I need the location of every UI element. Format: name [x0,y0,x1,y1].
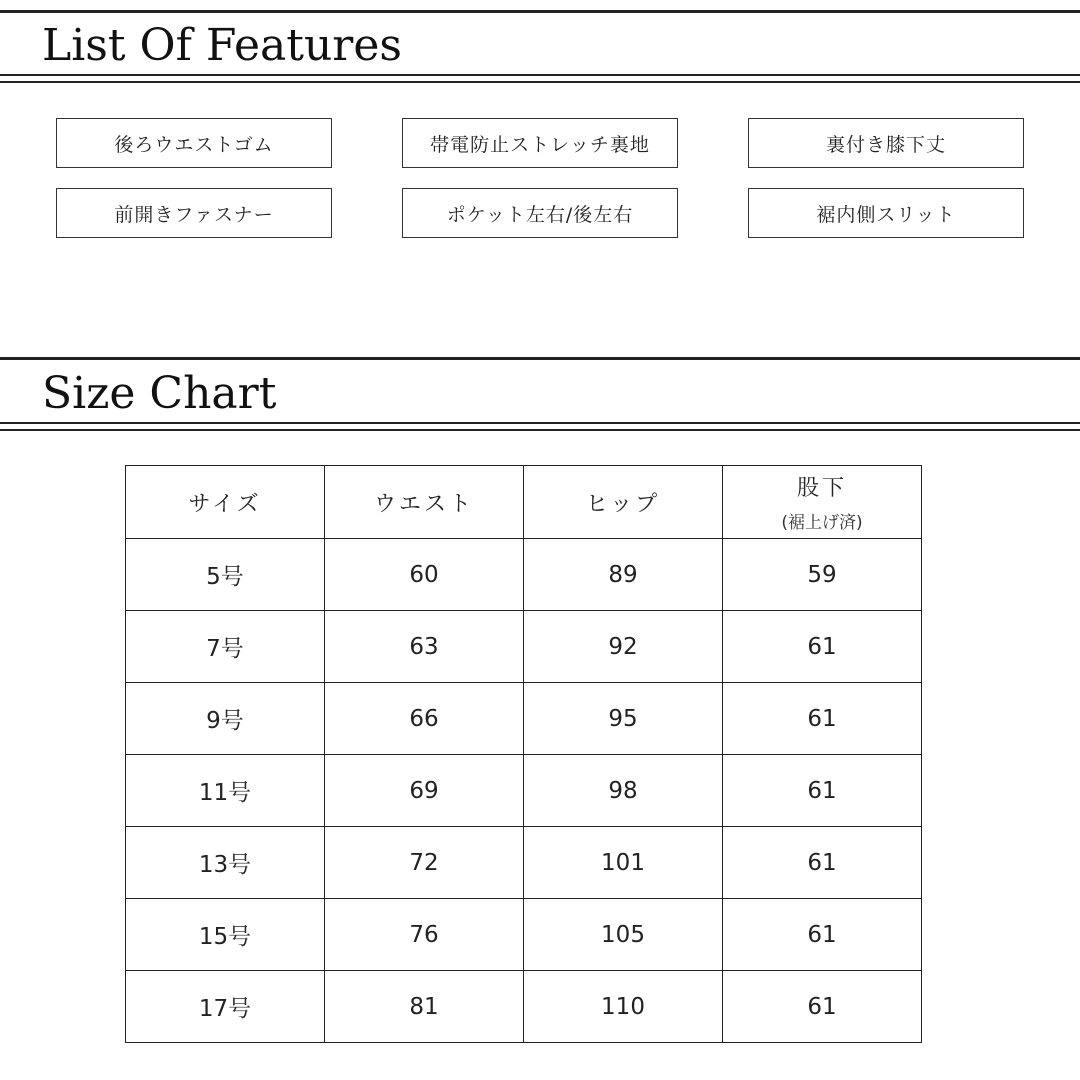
cell-inseam: 61 [723,683,922,755]
header-hip: ヒップ [524,466,723,539]
cell-size: 11号 [126,755,325,827]
table-row [126,683,922,755]
cell-size: 9号 [126,683,325,755]
table-row [126,971,922,1043]
features-heading-underline [0,74,1080,76]
cell-waist: 81 [325,971,524,1043]
header-inseam-label: 股下 [796,476,847,501]
header-size: サイズ [126,466,325,539]
feature-item: 後ろウエストゴム [56,118,332,168]
cell-waist: 69 [325,755,524,827]
cell-waist: 76 [325,899,524,971]
cell-hip: 105 [524,899,723,971]
table-row [126,755,922,827]
cell-hip: 92 [524,611,723,683]
cell-inseam: 61 [723,971,922,1043]
cell-waist: 66 [325,683,524,755]
feature-item: 裾内側スリット [748,188,1024,238]
cell-inseam: 61 [723,611,922,683]
size-heading-underline [0,422,1080,424]
table-row [126,899,922,971]
top-divider [0,10,1080,13]
cell-hip: 95 [524,683,723,755]
cell-hip: 89 [524,539,723,611]
cell-size: 15号 [126,899,325,971]
table-row [126,827,922,899]
cell-inseam: 61 [723,899,922,971]
feature-item: 裏付き膝下丈 [748,118,1024,168]
size-divider [0,357,1080,360]
cell-inseam: 59 [723,539,922,611]
table-row [126,539,922,611]
cell-waist: 72 [325,827,524,899]
cell-size: 7号 [126,611,325,683]
header-waist: ウエスト [325,466,524,539]
cell-size: 13号 [126,827,325,899]
size-heading-underline-2 [0,429,1080,431]
cell-inseam: 61 [723,755,922,827]
header-inseam [723,466,922,539]
table-row [126,611,922,683]
size-chart-heading: Size Chart [42,368,277,419]
features-heading: List Of Features [42,20,402,71]
cell-waist: 60 [325,539,524,611]
cell-waist: 63 [325,611,524,683]
feature-item: 帯電防止ストレッチ裏地 [402,118,678,168]
cell-size: 5号 [126,539,325,611]
header-inseam-note: (裾上げ済) [781,513,863,533]
cell-inseam: 61 [723,827,922,899]
feature-item: ポケット左右/後左右 [402,188,678,238]
cell-size: 17号 [126,971,325,1043]
cell-hip: 98 [524,755,723,827]
cell-hip: 101 [524,827,723,899]
feature-item: 前開きファスナー [56,188,332,238]
features-heading-underline-2 [0,81,1080,83]
table-header-row [126,466,922,539]
size-chart-table [125,465,922,1043]
cell-hip: 110 [524,971,723,1043]
